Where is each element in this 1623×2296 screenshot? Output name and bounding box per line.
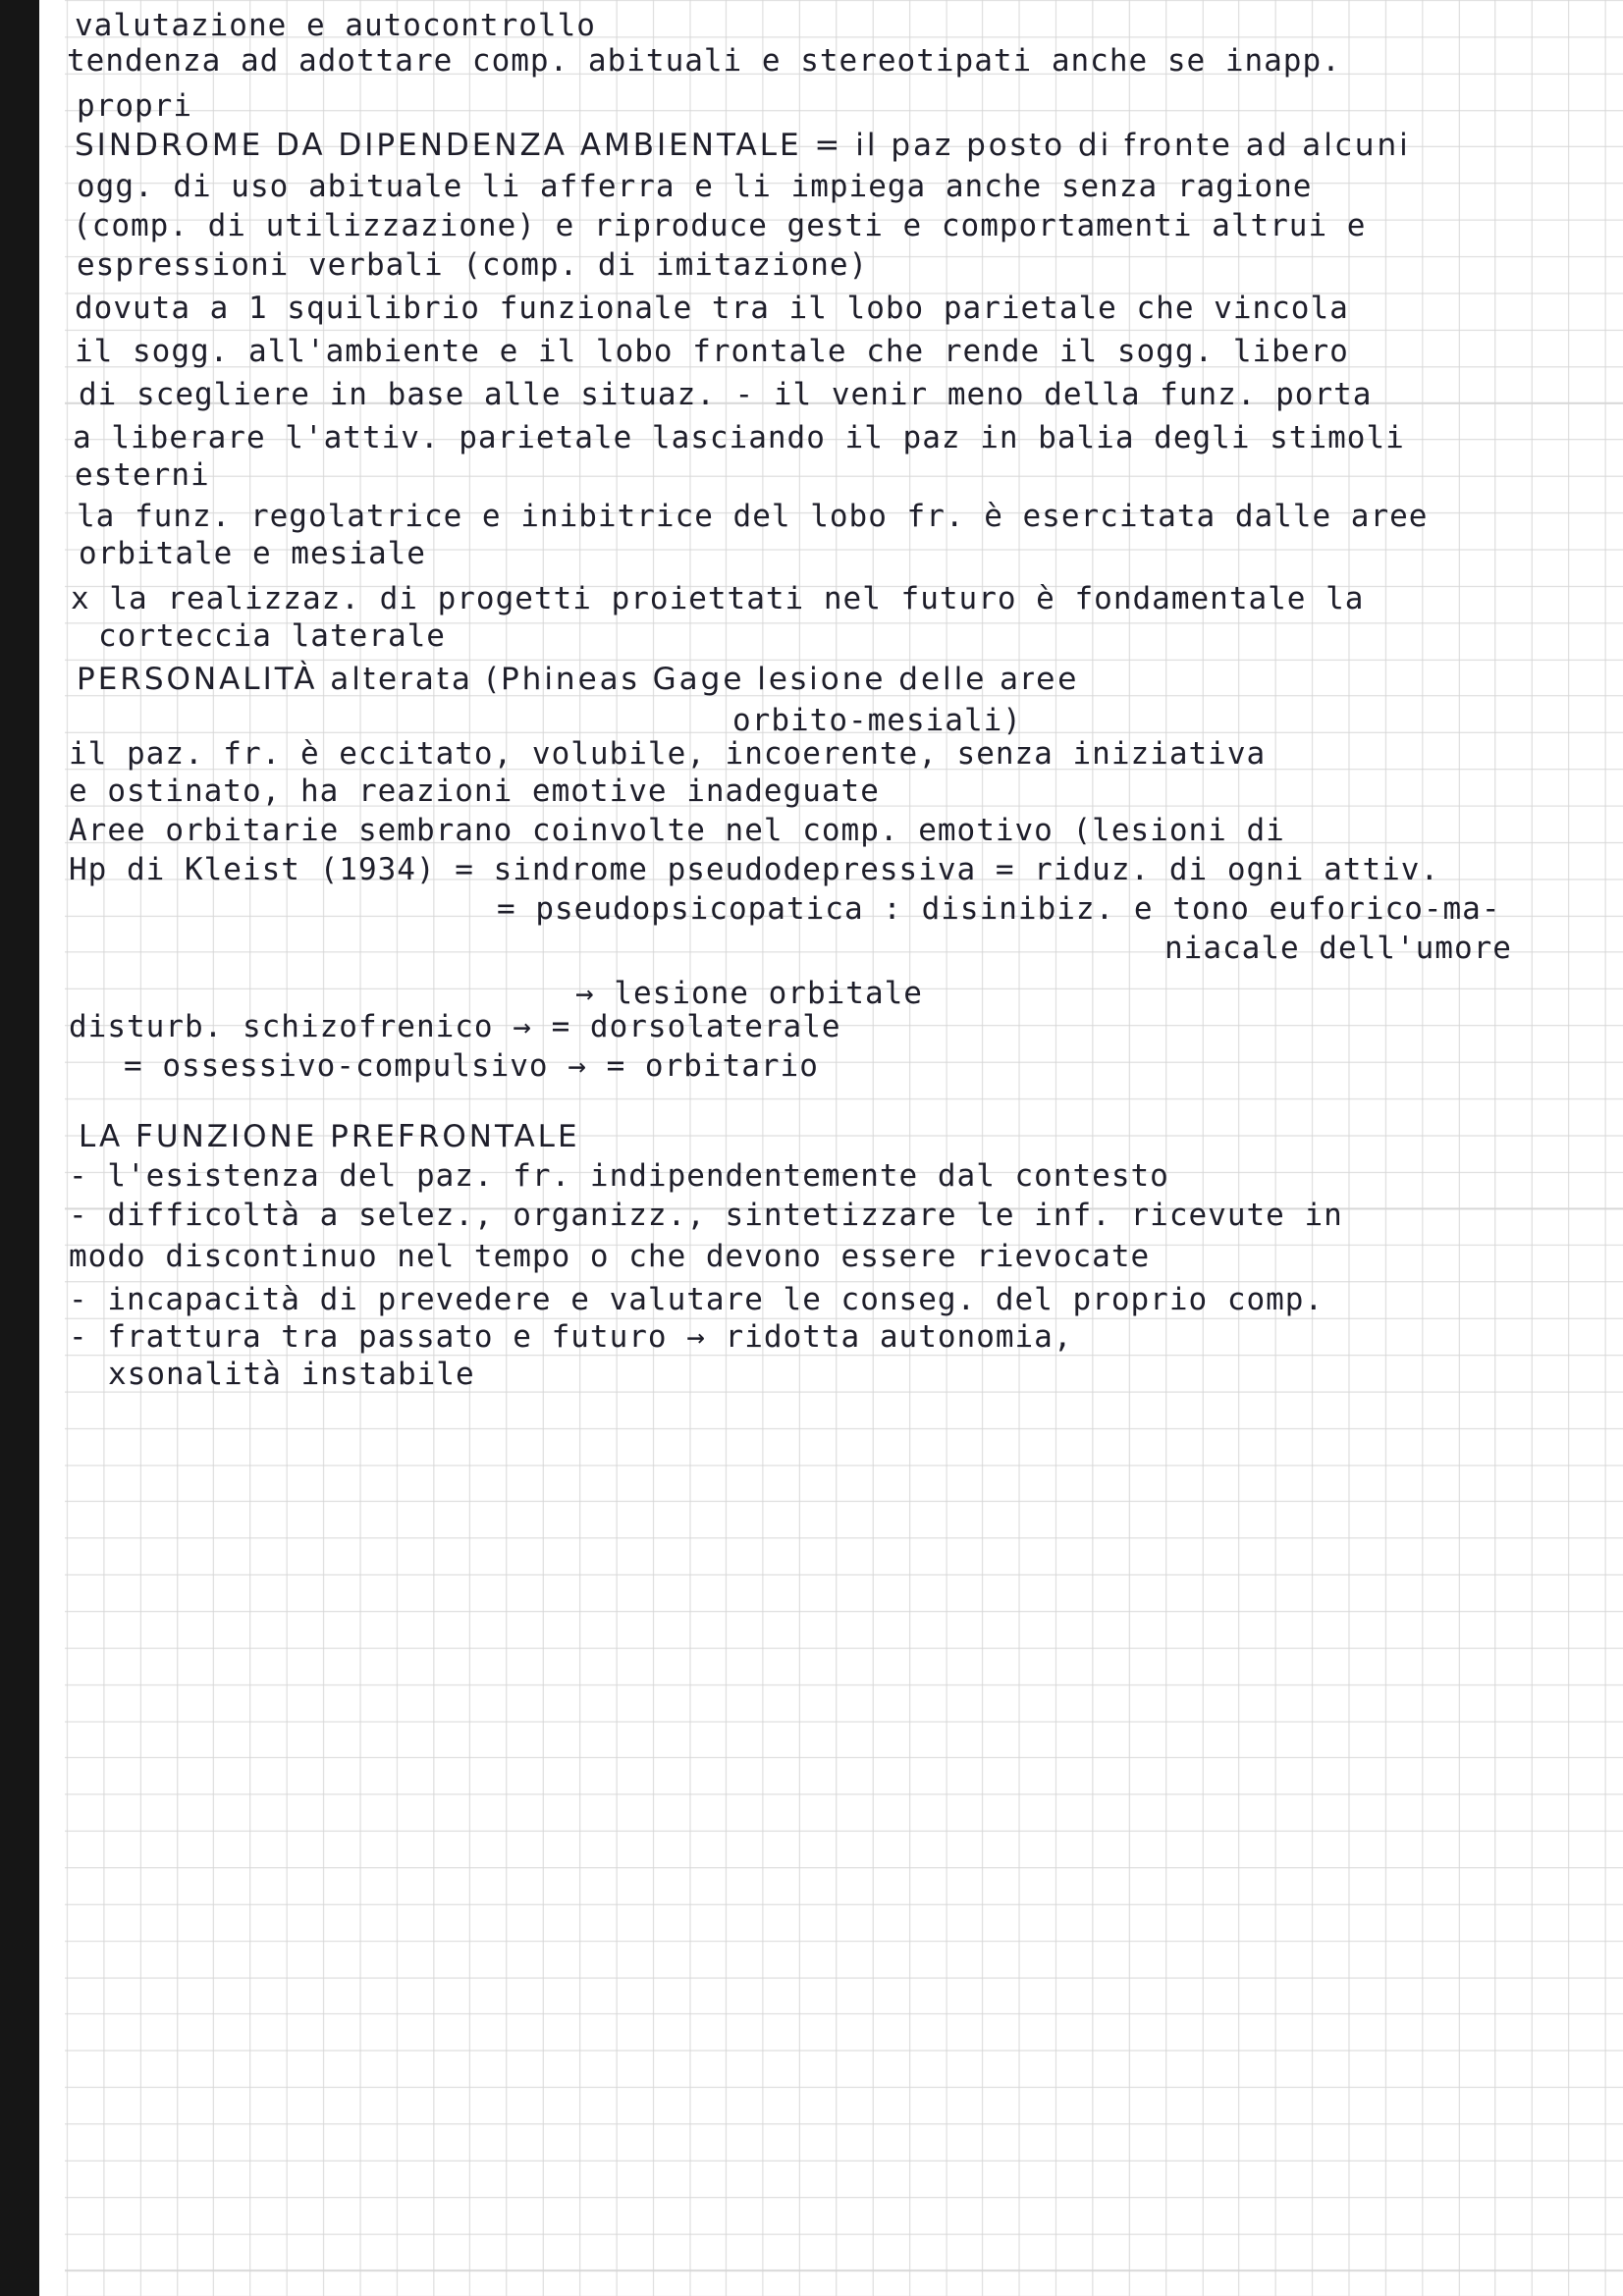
section-title: LA FUNZIONE PREFRONTALE: [79, 1119, 580, 1154]
note-line: la funz. regolatrice e inibitrice del lobo fr. è esercitata dalle aree: [77, 499, 1429, 534]
note-line: orbitale e mesiale: [79, 536, 426, 571]
note-line: Hp di Kleist (1934) = sindrome pseudodepressiva = riduz. di ogni attiv.: [69, 852, 1440, 887]
note-line: e ostinato, ha reazioni emotive inadeguate: [69, 774, 880, 809]
note-line: = pseudopsicopatica : disinibiz. e tono euforico-ma-: [497, 891, 1501, 927]
note-line: niacale dell'umore: [1164, 931, 1512, 966]
note-line: dovuta a 1 squilibrio funzionale tra il lobo parietale che vincola: [75, 291, 1349, 326]
note-line: il paz. fr. è eccitato, volubile, incoerente, senza iniziativa: [69, 736, 1267, 772]
note-line: (comp. di utilizzazione) e riproduce gesti e comportamenti altrui e: [73, 208, 1367, 243]
note-line: Aree orbitarie sembrano coinvolte nel comp. emotivo (lesioni di: [69, 813, 1285, 848]
note-line: esterni: [75, 457, 210, 493]
note-line: valutazione e autocontrollo: [75, 8, 596, 43]
note-line: - l'esistenza del paz. fr. indipendentemente dal contesto: [69, 1158, 1169, 1194]
note-line: - difficoltà a selez., organizz., sintetizzare le inf. ricevute in: [69, 1198, 1343, 1233]
note-line: - incapacità di prevedere e valutare le conseg. del proprio comp.: [69, 1282, 1325, 1317]
note-line: propri: [77, 88, 192, 124]
note-line: orbito-mesiali): [732, 703, 1022, 738]
note-line: modo discontinuo nel tempo o che devono essere rievocate: [69, 1239, 1151, 1274]
note-line: xsonalità instabile: [108, 1357, 475, 1392]
note-line: SINDROME DA DIPENDENZA AMBIENTALE = il paz posto di fronte ad alcuni: [75, 128, 1411, 163]
note-line: espressioni verbali (comp. di imitazione): [77, 247, 869, 283]
scan-margin-shadow: [0, 0, 39, 2296]
note-line: x la realizzaz. di progetti proiettati nel futuro è fondamentale la: [71, 581, 1365, 616]
note-line: PERSONALITÀ alterata (Phineas Gage lesione delle aree: [77, 662, 1080, 697]
note-line: ogg. di uso abituale li afferra e li impiega anche senza ragione: [77, 169, 1313, 204]
note-line: a liberare l'attiv. parietale lasciando il paz in balia degli stimoli: [73, 420, 1405, 455]
note-line: disturb. schizofrenico → = dorsolaterale: [69, 1009, 841, 1044]
note-line: - frattura tra passato e futuro → ridotta autonomia,: [69, 1319, 1073, 1355]
note-line: = ossessivo-compulsivo → = orbitario: [124, 1048, 819, 1084]
note-line: → lesione orbitale: [575, 976, 923, 1011]
note-line: corteccia laterale: [98, 618, 446, 654]
note-line: il sogg. all'ambiente e il lobo frontale che rende il sogg. libero: [75, 334, 1349, 369]
note-line: di scegliere in base alle situaz. - il venir meno della funz. porta: [79, 377, 1373, 412]
page-gutter: [39, 0, 65, 2296]
note-line: tendenza ad adottare comp. abituali e stereotipati anche se inapp.: [67, 43, 1341, 79]
